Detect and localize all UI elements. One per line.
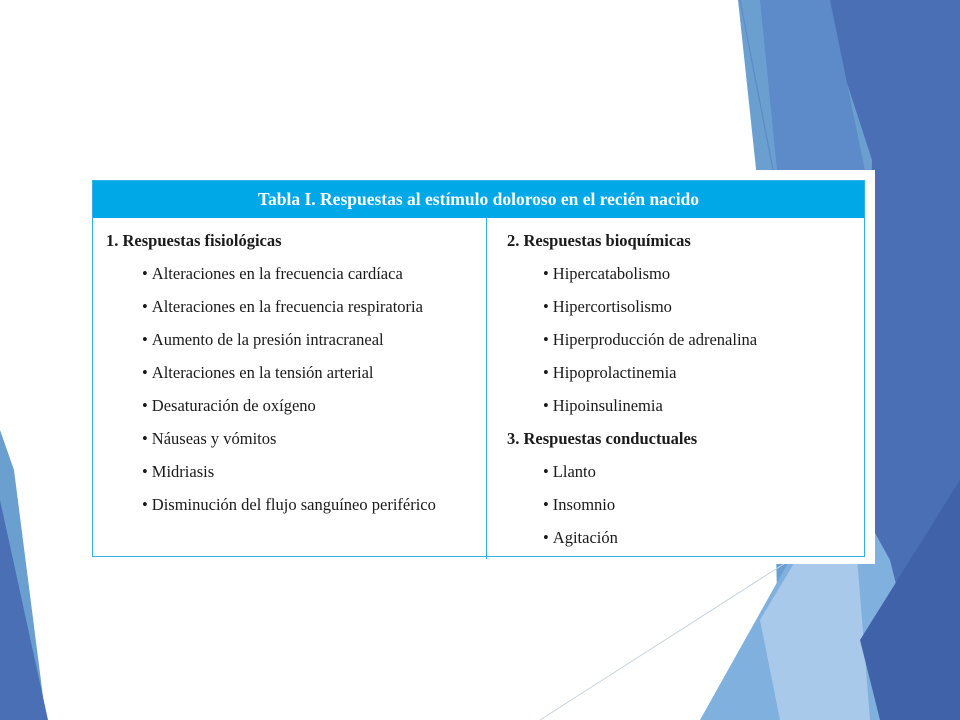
list-item: • Hipercatabolismo <box>507 264 757 297</box>
list-item: • Agitación <box>507 528 757 561</box>
list-item: • Midriasis <box>106 462 436 495</box>
list-item: • Aumento de la presión intracraneal <box>106 330 436 363</box>
list-item: • Desaturación de oxígeno <box>106 396 436 429</box>
section-title: 2. Respuestas bioquímicas <box>507 231 691 250</box>
list-item: • Insomnio <box>507 495 757 528</box>
list-item: • Hipoinsulinemia <box>507 396 757 429</box>
column-right <box>507 231 757 561</box>
section-title: 1. Respuestas fisiológicas <box>106 231 282 250</box>
list-item: • Náuseas y vómitos <box>106 429 436 462</box>
list-item: • Hiperproducción de adrenalina <box>507 330 757 363</box>
table-frame <box>92 180 865 557</box>
list-item: • Alteraciones en la frecuencia respiratoria <box>106 297 436 330</box>
table-image <box>89 170 875 564</box>
list-item: • Alteraciones en la frecuencia cardíaca <box>106 264 436 297</box>
section-title: 3. Respuestas conductuales <box>507 429 698 448</box>
list-item: • Alteraciones en la tensión arterial <box>106 363 436 396</box>
table-title: Tabla I. Respuestas al estímulo doloroso en el recién nacido <box>93 181 864 218</box>
left-facet-dark <box>0 500 48 720</box>
list-item: • Hipercortisolismo <box>507 297 757 330</box>
list-item: • Llanto <box>507 462 757 495</box>
column-divider <box>486 218 487 559</box>
column-left <box>106 231 436 528</box>
list-item: • Hipoprolactinemia <box>507 363 757 396</box>
list-item: • Disminución del flujo sanguíneo periférico <box>106 495 436 528</box>
